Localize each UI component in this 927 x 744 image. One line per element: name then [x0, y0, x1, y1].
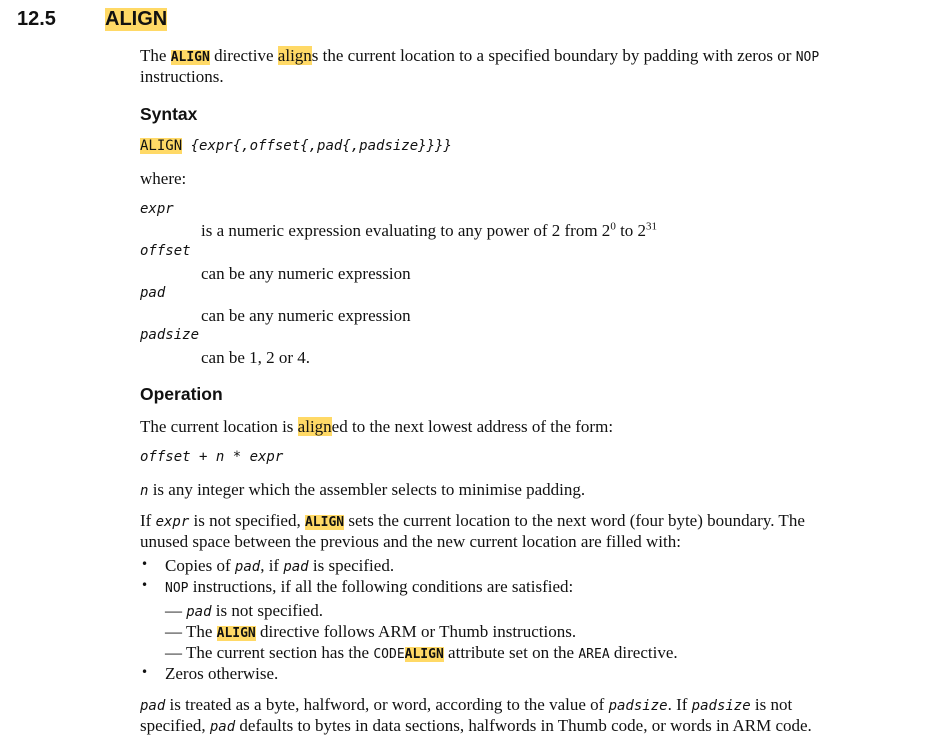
sub-item-3: — The current section has the CODEALIGN attribute set on the AREA directive.: [165, 643, 678, 662]
param-desc-offset: can be any numeric expression: [201, 264, 411, 283]
syntax-keyword: ALIGN: [140, 138, 183, 154]
operation-heading: Operation: [140, 384, 223, 404]
param-desc-pad: can be any numeric expression: [201, 306, 411, 325]
align-keyword: ALIGN: [216, 626, 256, 641]
align-keyword: ALIGN: [304, 515, 345, 530]
param-name-expr: expr: [140, 201, 174, 217]
bullet-item-2: NOP instructions, if all the following conditions are satisfied:: [165, 577, 574, 596]
where-label: where:: [140, 169, 187, 188]
param-name-padsize: padsize: [140, 327, 200, 343]
syntax-line: [140, 137, 452, 155]
sub-item-1: — pad is not specified.: [165, 601, 323, 620]
operation-paragraph-4: pad is treated as a byte, halfword, or word, according to the value of padsize. If padsize is not: [140, 695, 793, 714]
section-title: ALIGN: [105, 8, 168, 30]
bullet-icon: •: [141, 665, 149, 679]
search-highlight: align: [297, 417, 332, 436]
align-keyword: ALIGN: [170, 50, 210, 65]
operation-paragraph-3: If expr is not specified, ALIGN sets the current location to the next word (four byte) boundary. The: [140, 511, 805, 530]
intro-paragraph: The ALIGN directive aligns the current location to a specified boundary by padding with zeros or NOP: [140, 46, 820, 65]
section-number: 12.5: [17, 8, 56, 30]
bullet-icon: •: [141, 578, 149, 592]
bullet-item-3: Zeros otherwise.: [165, 664, 279, 683]
operation-paragraph-3-line2: unused space between the previous and the new current location are filled with:: [140, 532, 681, 551]
operation-paragraph-1: The current location is aligned to the next lowest address of the form:: [140, 417, 614, 436]
syntax-heading: Syntax: [140, 104, 198, 124]
intro-paragraph-line2: instructions.: [140, 67, 224, 86]
syntax-args: {expr{,offset{,pad{,padsize}}}}: [182, 138, 452, 154]
param-desc-expr: is a numeric expression evaluating to any power of 2 from $2^0$ to $2^{31}$: [201, 220, 658, 240]
nop-keyword: NOP: [795, 50, 820, 65]
operation-paragraph-4-line2: specified, pad defaults to bytes in data sections, halfwords in Thumb code, or words in ARM code.: [140, 716, 812, 735]
param-desc-padsize: can be 1, 2 or 4.: [201, 348, 311, 367]
align-keyword: ALIGN: [404, 647, 444, 662]
bullet-icon: •: [141, 557, 149, 571]
search-highlight: align: [277, 46, 312, 65]
bullet-item-1: Copies of pad, if pad is specified.: [165, 556, 395, 575]
address-formula: offset + n * expr: [140, 449, 284, 465]
operation-paragraph-2: n is any integer which the assembler selects to minimise padding.: [140, 480, 586, 499]
param-name-offset: offset: [140, 243, 191, 259]
param-name-pad: pad: [140, 285, 166, 301]
sub-item-2: — The ALIGN directive follows ARM or Thumb instructions.: [165, 622, 577, 641]
